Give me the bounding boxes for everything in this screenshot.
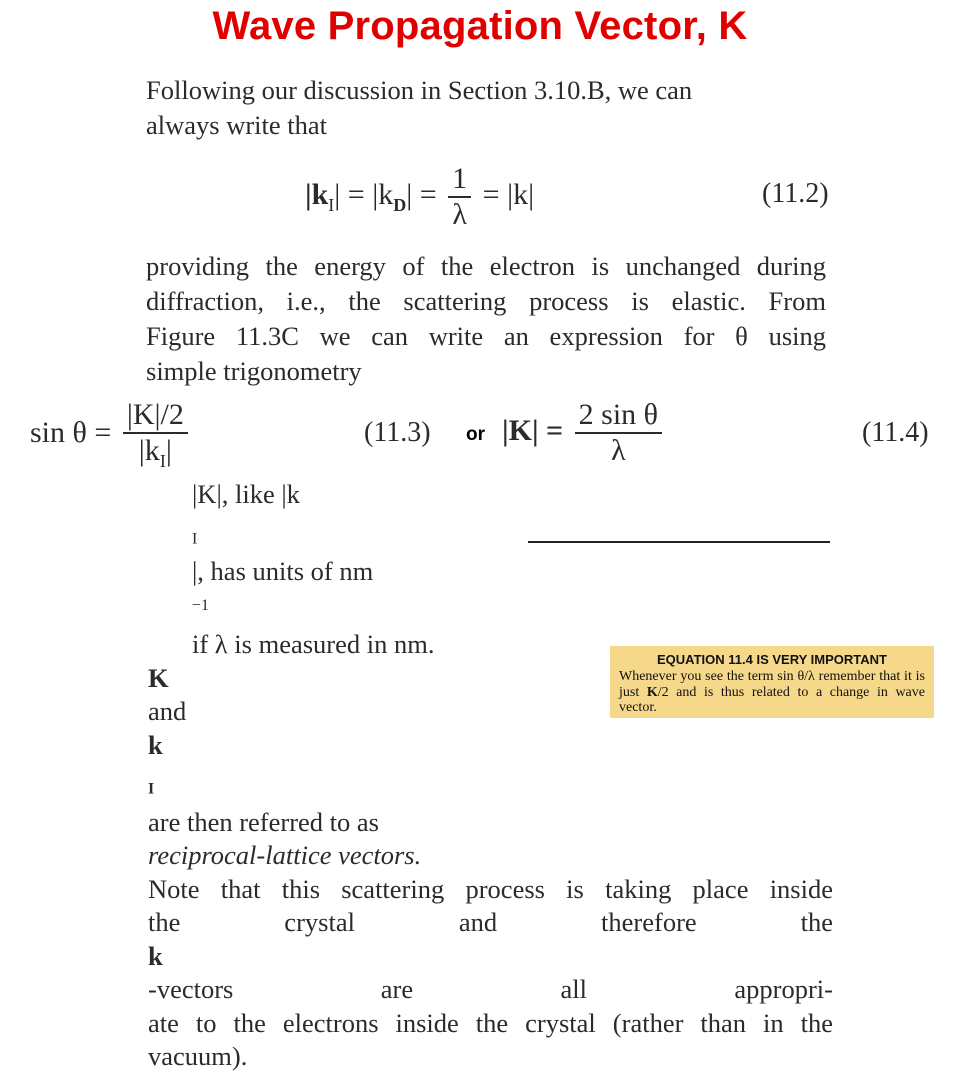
text-run: if λ is measured in nm. — [192, 629, 435, 660]
text-line — [148, 478, 833, 662]
equation-number-11-2: (11.2) — [762, 178, 829, 209]
text-run: |K|, like |k — [192, 479, 300, 509]
text-line: always write that — [146, 110, 328, 140]
or-connector: or — [466, 424, 485, 445]
text-run: k — [148, 940, 163, 971]
text-subscript: I — [148, 780, 155, 798]
text-line — [148, 906, 833, 1007]
text-line: Figure 11.3C we can write an expression for θ using — [146, 321, 826, 351]
italic-term: reciprocal-lattice vectors. — [148, 840, 422, 871]
eq-fraction — [448, 162, 471, 232]
note-text: Whenever you see the term sin θ/λ remember that it is just — [619, 669, 925, 700]
text-line: simple trigonometry — [146, 356, 362, 386]
text-line: ate to the electrons inside the crystal (rather than in the — [148, 1007, 833, 1038]
intro-paragraph — [146, 73, 826, 143]
divider-line — [528, 541, 830, 543]
text-line: diffraction, i.e., the scattering process is elastic. From — [146, 286, 826, 316]
equation-11-3 — [30, 398, 192, 472]
body-paragraph — [146, 249, 826, 389]
fraction-numerator: |K|/2 — [126, 398, 184, 431]
note-body — [619, 669, 925, 716]
eq-text: | = — [406, 177, 437, 211]
eq-text: = |k| — [482, 177, 535, 211]
text-run: K — [148, 662, 169, 693]
text-run: |, has units of nm — [192, 556, 374, 587]
fraction-denominator: λ — [575, 432, 662, 468]
eq-subscript: I — [328, 194, 335, 215]
fraction-denominator — [123, 432, 188, 472]
fraction-denominator: λ — [448, 196, 471, 232]
eq-text: sin θ = — [30, 415, 112, 449]
text-line: Note that this scattering process is taking place inside — [148, 873, 833, 904]
reciprocal-lattice-paragraph — [148, 478, 833, 1074]
fraction-numerator: 1 — [452, 162, 468, 195]
eq-fraction — [575, 398, 662, 468]
equation-11-4 — [502, 398, 666, 468]
text-subscript: I — [192, 529, 198, 547]
equation-number-11-3: (11.3) — [364, 417, 431, 448]
text-superscript: −1 — [192, 596, 209, 614]
eq-subscript: D — [393, 194, 407, 215]
note-text: K — [646, 684, 658, 700]
slide-title: Wave Propagation Vector, K — [212, 4, 748, 48]
text-run: -vectors are all appropri- — [148, 974, 833, 1005]
note-heading: EQUATION 11.4 IS VERY IMPORTANT — [657, 652, 887, 667]
equation-number-11-4: (11.4) — [862, 417, 929, 448]
text-line: vacuum). — [148, 1041, 248, 1072]
text-run: and — [148, 696, 187, 727]
eq-subscript: I — [159, 451, 166, 471]
eq-text: | = |k — [334, 177, 394, 211]
important-note-box — [610, 646, 934, 718]
eq-fraction — [123, 398, 188, 472]
text-run: k — [148, 729, 163, 760]
eq-text: |K| = — [502, 413, 564, 447]
eq-text: |k — [305, 177, 329, 211]
equation-11-2 — [305, 162, 534, 232]
note-text: /2 and is thus related to a change in wave vector. — [619, 684, 925, 715]
text-line: Following our discussion in Section 3.10.B, we can — [146, 75, 693, 105]
eq-text: |k — [138, 434, 160, 467]
text-run: the crystal and therefore the — [148, 907, 833, 938]
fraction-numerator: 2 sin θ — [578, 398, 659, 431]
text-line: providing the energy of the electron is unchanged during — [146, 251, 826, 281]
eq-text: | — [165, 434, 172, 467]
text-run: are then referred to as — [148, 806, 379, 837]
